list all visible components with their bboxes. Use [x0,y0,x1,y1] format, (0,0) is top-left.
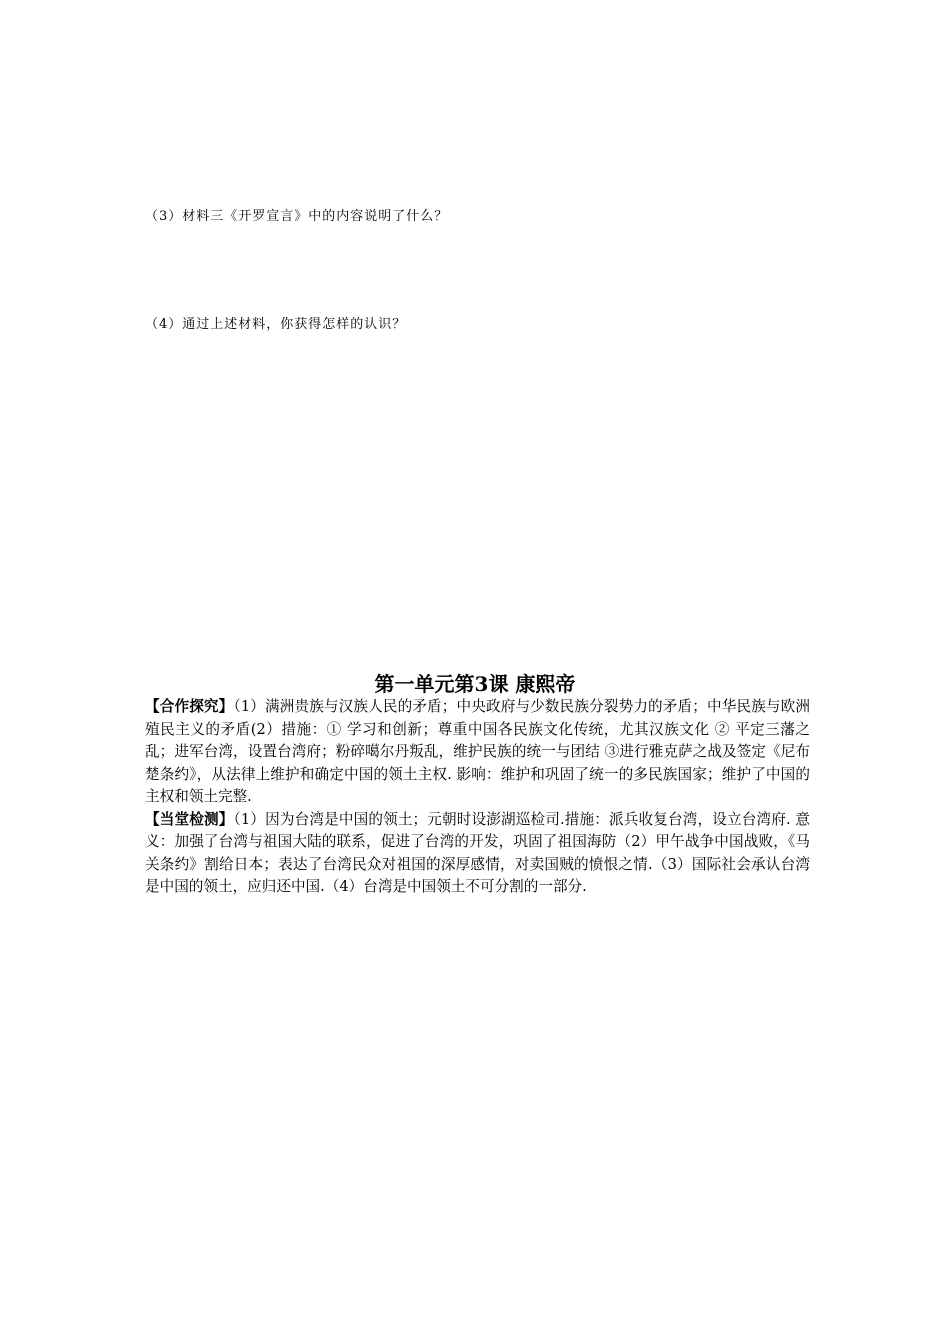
classroom-text: （1）因为台湾是中国的领土；元朝时设澎湖巡检司.措施：派兵收复台湾，设立台湾府. 意义：加强了台湾与祖国大陆的联系，促进了台湾的开发，巩固了祖国海防（2）甲午战争中国战败，《马关条约》割给日本；表达了台湾民众对祖国的深厚感情，对卖国贼的愤恨之情.（3）国际社会承认台湾是中国的领土，应归还中国.（4）台湾是中国领土不可分割的一部分. [145,810,810,895]
classroom-answer [145,809,810,899]
cooperative-text: （1）满洲贵族与汉族人民的矛盾；中央政府与少数民族分裂势力的矛盾；中华民族与欧洲殖民主义的矛盾(2）措施：① 学习和创新；尊重中国各民族文化传统，尤其汉族文化 ② 平定三藩之乱；进军台湾，设置台湾府；粉碎噶尔丹叛乱，维护民族的统一与团结 ③进行雅克萨之战及签定《尼布楚条约》，从法律上维护和确定中国的领土主权. 影响：维护和巩固了统一的多民族国家；维护了中国的主权和领土完整. [145,698,810,805]
classroom-label: 【当堂检测】 [145,810,234,828]
lesson-title: 第一单元第3课 康熙帝 [374,672,576,696]
cooperative-label: 【合作探究】 [145,698,234,715]
answer-section [145,696,810,899]
question-4: （4）通过上述材料，你获得怎样的认识？ [145,317,407,332]
cooperative-answer [145,696,810,809]
question-3: （3）材料三《开罗宣言》中的内容说明了什么？ [145,209,449,224]
